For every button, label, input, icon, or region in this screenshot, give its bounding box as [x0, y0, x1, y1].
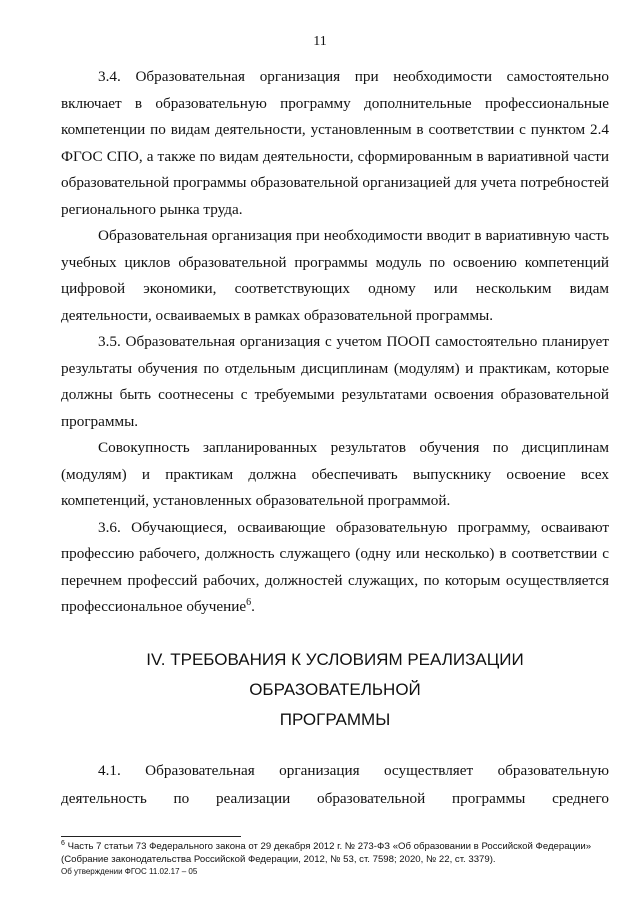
paragraph-3-6 — [61, 515, 609, 621]
paragraph-3-5-continued: Совокупность запланированных результатов обучения по дисциплинам (модулям) и практикам должна обеспечивать выпускнику освоение всех компетенций, установленных образовательной программой. — [61, 439, 609, 509]
paragraph-3-6-end: . — [251, 598, 255, 615]
paragraph-3-6-text: 3.6. Обучающиеся, осваивающие образовательную программу, осваивают профессию рабочего, должность служащего (одну или несколько) в соответствии с перечнем профессий рабочих, должностей служащих, по которым осуществляется профессиональное обучение — [61, 518, 609, 615]
document-body — [61, 64, 609, 813]
footnote-divider — [61, 836, 241, 837]
section-heading-line-1: IV. ТРЕБОВАНИЯ К УСЛОВИЯМ РЕАЛИЗАЦИИ ОБРАЗОВАТЕЛЬНОЙ — [146, 649, 524, 699]
approval-note: Об утверждении ФГОС 11.02.17 – 05 — [61, 867, 198, 876]
footnote-text: Часть 7 статьи 73 Федерального закона от 29 декабря 2012 г. № 273-ФЗ «Об образовании в Российской Федерации» (Собрание законодательства Российской Федерации, 2012, № 53, ст. 7598; 2020, № 22, ст. 3379). — [61, 841, 592, 865]
page-number: 11 — [313, 34, 327, 49]
paragraph-3-4: 3.4. Образовательная организация при необходимости самостоятельно включает в образовательную программу дополнительные профессиональные компетенции по видам деятельности, установленным в соответствии с пунктом 2.4 ФГОС СПО, а также по видам деятельности, сформированным в вариативной части образовательной программы образовательной организацией для учета потребностей регионального рынка труда. — [61, 68, 609, 218]
footnote — [61, 840, 617, 866]
section-heading — [61, 645, 609, 735]
paragraph-3-4-continued: Образовательная организация при необходимости вводит в вариативную часть учебных циклов образовательной программы модуль по освоению компетенций цифровой экономики, соответствующих одному или нескольким видам деятельности, осваиваемых в рамках образовательной программы. — [61, 227, 609, 324]
paragraph-3-5: 3.5. Образовательная организация с учетом ПООП самостоятельно планирует результаты обучения по отдельным дисциплинам (модулям) и практикам, которые должны быть соотнесены с требуемыми результатами освоения образовательной программы. — [61, 333, 609, 430]
section-heading-line-2: ПРОГРАММЫ — [279, 709, 391, 729]
footnote-mark: 6 — [61, 839, 65, 847]
paragraph-4-1: 4.1. Образовательная организация осуществляет образовательную деятельность по реализации образовательной программы среднего — [61, 761, 609, 807]
footnote-reference[interactable]: 6 — [246, 596, 252, 608]
